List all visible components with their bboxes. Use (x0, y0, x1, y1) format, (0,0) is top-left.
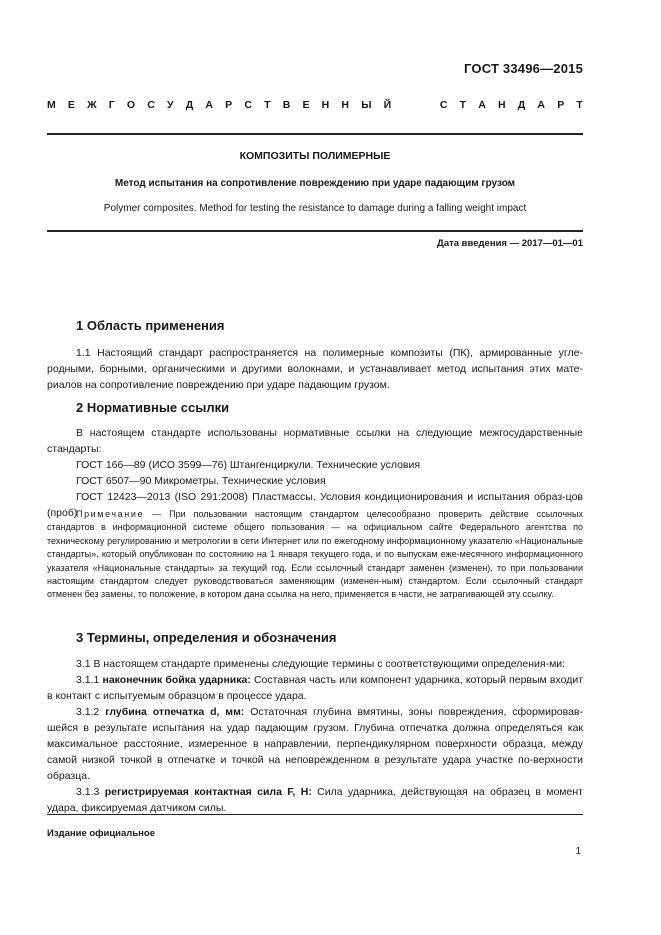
banner-letter: Д (517, 99, 526, 111)
footer-rule (47, 814, 583, 815)
term-3-1-3 (47, 784, 583, 816)
term-3-1-2 (47, 704, 583, 784)
term-definition: Остаточная глубина вмятины, зоны повреждения, сформировав-шейся в результате испытания на удар падающим грузом. Глубина отпечатка должна определяться как максимальное расстояние, измеренное в направлении, перпендикулярном поверхности образца, между самой низкой точкой в отпечатке и точкой на неповрежденном в результате удара участке по-верхности образца. (47, 706, 583, 782)
term-number: 3.1.2 (76, 706, 106, 718)
banner-letter: Н (321, 99, 330, 111)
page-number: 1 (575, 846, 581, 857)
interstate-standard-banner (47, 99, 583, 111)
term-name: глубина отпечатка d, мм: (105, 706, 245, 718)
official-edition-label: Издание официальное (47, 828, 155, 839)
reference-item: ГОСТ 12423—2013 (ISO 291:2008) Пластмассы. Условия кондиционирования и испытания образ-цов (проб) (47, 491, 583, 519)
banner-letter: Е (302, 99, 310, 111)
term-number: 3.1.1 (76, 674, 103, 686)
note-text: — При пользовании настоящим стандартом целесообразно проверить действие ссылочных стандартов в информационной системе общего пользования — на официальном сайте Федерального агентства по техническому регулированию и метрологии в сети Интернет или по ежегодному информационному указателю «Национальные стандарты», который опубликован по состоянию на 1 января текущего года, и по выпускам еже-месячного информационного указателя «Национальные стандарты» за текущий год. Если ссылочный стандарт заменен (изменен), то при пользовании настоящим стандартом следует руководствоваться заменяющим (изменен-ным) стандартом. Если ссылочный стандарт отменен без замены, то положение, в котором дана ссылка на него, применяется в части, не затрагивающей эту ссылку. (47, 509, 583, 600)
clause-3-1: 3.1 В настоящем стандарте применены следующие термины с соответствующими определения-ми: (76, 658, 566, 670)
banner-letter: Т (264, 99, 271, 111)
banner-letter: М (47, 99, 56, 111)
banner-letter: Г (108, 99, 115, 111)
document-id: ГОСТ 33496—2015 (464, 61, 583, 76)
term-3-1-1 (47, 672, 583, 704)
section-2-body (47, 425, 583, 521)
banner-letter: А (205, 99, 213, 111)
term-name: регистрируемая контактная сила F, Н: (104, 786, 312, 798)
references-note (47, 508, 583, 602)
banner-letter: Е (67, 99, 75, 111)
banner-letter: У (167, 99, 174, 111)
banner-letter: Н (498, 99, 506, 111)
section-2-heading: 2 Нормативные ссылки (76, 400, 230, 415)
note-label: Примечание (76, 509, 145, 519)
banner-letter: Ы (361, 99, 372, 111)
banner-letter: Т (576, 99, 583, 111)
term-definition: Составная часть или компонент ударника, который первым входит в контакт с испытуемым образцом в процессе удара. (47, 674, 584, 702)
term-name: наконечник бойка ударника: (102, 674, 251, 686)
banner-letter: В (282, 99, 291, 111)
banner-letter: Й (383, 99, 392, 111)
term-definition: Сила ударника, действующая на образец в момент удара, фиксируемая датчиком силы. (47, 786, 583, 814)
banner-letter: О (126, 99, 136, 111)
section-3-body (47, 656, 583, 816)
section-3-heading: 3 Термины, определения и обозначения (76, 630, 337, 645)
document-title-english: Polymer composites. Method for testing the resistance to damage during a falling weight impact (103, 203, 527, 214)
banner-letter: А (478, 99, 486, 111)
banner-letter: С (439, 99, 448, 111)
term-number: 3.1.3 (76, 786, 105, 798)
references-intro: В настоящем стандарте использованы нормативные ссылки на следующие межгосударственные стандарты: (47, 427, 583, 455)
introduction-date: Дата введения — 2017—01—01 (437, 238, 583, 249)
reference-item: ГОСТ 6507—90 Микрометры. Технические условия (76, 475, 326, 487)
document-subtitle: Метод испытания на сопротивление повреждению при ударе падающим грузом (114, 178, 516, 189)
banner-letter: Т (459, 99, 467, 111)
banner-letter: С (147, 99, 155, 111)
clause-1-1: 1.1 Настоящий стандарт распространяется на полимерные композиты (ПК), армированные угле-родными, борными, органическими и другими волокнами, и устанавливает метод испытания этих мате-риалов на сопротивление повреждению при ударе падающим грузом. (47, 347, 583, 391)
banner-letter: Р (557, 99, 565, 111)
section-1-heading: 1 Область применения (76, 318, 225, 333)
banner-letter: С (244, 99, 252, 111)
section-1-body (47, 345, 583, 393)
banner-letter: Р (225, 99, 233, 111)
document-title: КОМПОЗИТЫ ПОЛИМЕРНЫЕ (239, 150, 391, 162)
title-rule (47, 230, 583, 232)
banner-letter: Ж (87, 99, 97, 111)
banner-letter: Д (185, 99, 194, 111)
header-rule (47, 133, 583, 135)
reference-item: ГОСТ 166—89 (ИСО 3599—76) Штангенциркули. Технические условия (76, 459, 421, 471)
banner-letter: Н (341, 99, 350, 111)
banner-letter: А (537, 99, 546, 111)
